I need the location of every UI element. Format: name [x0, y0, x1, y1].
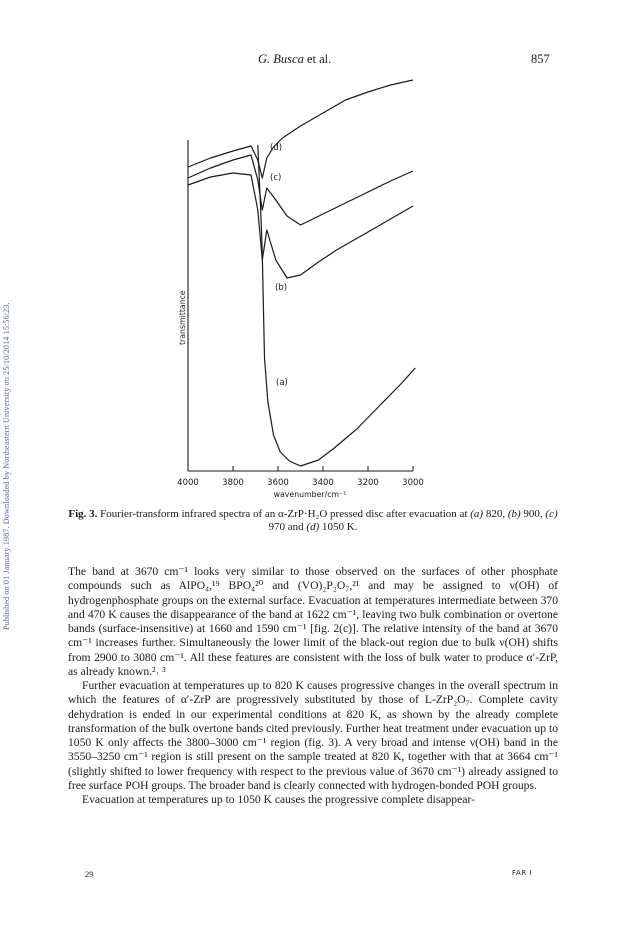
caption-label: Fig. 3. — [68, 508, 98, 520]
curve-label-c: (c) — [270, 173, 282, 183]
page-number: 857 — [531, 52, 550, 66]
x-tick-label: 4000 — [177, 478, 199, 488]
curve-label-b: (b) — [275, 283, 288, 293]
x-ticks — [177, 466, 424, 488]
footer-signature-mark: FAR I — [512, 869, 533, 877]
footer-signature-number: 29 — [85, 869, 94, 879]
x-axis-label: wavenumber/cm⁻¹ — [273, 490, 347, 499]
caption-letter-c: (c) — [545, 508, 558, 520]
y-axis-label: transmittance — [178, 290, 187, 345]
figure-caption — [68, 508, 558, 534]
caption-text-4: 970 and — [268, 521, 307, 533]
caption-text-1: Fourier-transform infrared spectra of an α-ZrP·H₂O pressed disc after evacuation at — [97, 508, 471, 520]
caption-text-2: 820, — [483, 508, 508, 520]
spectra-curves — [188, 80, 415, 466]
x-tick-label: 3200 — [357, 478, 379, 488]
paragraph-2: Further evacuation at temperatures up to 820 K causes progressive changes in the overall spectrum in which the features of α′-ZrP are progressively substituted by those of L-ZrP₂O₇. Complete cavity dehydration is ended in our experimental conditions at 820 K, as shown by the already complete transformation of the bulk overtone bands cited previously. Further heat treatment under evacuation up to 1050 K only affects the 3800–3000 cm⁻¹ region (fig. 3). A very broad and intense ν(OH) band in the 3550–3250 cm⁻¹ region is still present on the sample treated at 820 K, together with that at 3664 cm⁻¹ (slightly shifted to lower frequency with respect to the previous value of 3670 cm⁻¹) already assigned to free surface POH groups. The broader band is clearly connected with hydrogen-bonded POH groups. — [68, 679, 558, 792]
caption-letter-d: (d) — [306, 521, 320, 533]
spectrum-curve-a — [258, 145, 416, 466]
caption-letter-b: (b) — [507, 508, 521, 520]
download-notice: Published on 01 January 1987. Downloaded by Northeastern University on 25/10/2014 15:56:23. — [2, 302, 11, 630]
curve-label-a: (a) — [276, 378, 288, 388]
plot-axes — [188, 140, 413, 471]
spectrum-curve-c — [188, 155, 413, 225]
x-tick-label: 3800 — [222, 478, 244, 488]
body-text — [68, 565, 558, 807]
paragraph-1: The band at 3670 cm⁻¹ looks very similar to those observed on the surfaces of other phosphate compounds such as AlPO₄,¹⁹ BPO₄²⁰ and (VO)₂P₂O₇,²¹ and may be assigned to ν(OH) of hydrogenphosphate groups on the external surface. Evacuation at temperatures intermediate between 370 and 470 K causes the disappearance of the band at 1622 cm⁻¹, leaving two bulk combination or overtone bands (surface-insensitive) at 1660 and 1590 cm⁻¹ [fig. 2(c)]. The relative intensity of the band at 3670 cm⁻¹ increases further. Simultaneously the lower limit of the black-out region due to bulk ν(OH) shifts from 2900 to 3080 cm⁻¹. All these features are consistent with the loss of bulk water to produce α′-ZrP, as already known.²˒ ³ — [68, 565, 558, 678]
caption-text-3: 900, — [520, 508, 546, 520]
paragraph-3: Evacuation at temperatures up to 1050 K causes the progressive complete disappear- — [82, 793, 475, 806]
author-name: G. Busca — [258, 52, 304, 66]
author-suffix: et al. — [303, 52, 332, 66]
spectrum-curve-d — [188, 80, 413, 178]
curve-label-d: (d) — [270, 143, 283, 153]
x-tick-label: 3000 — [402, 478, 424, 488]
caption-text-5: 1050 K. — [319, 521, 358, 533]
x-tick-label: 3400 — [312, 478, 334, 488]
caption-letter-a: (a) — [470, 508, 484, 520]
x-tick-label: 3600 — [267, 478, 289, 488]
